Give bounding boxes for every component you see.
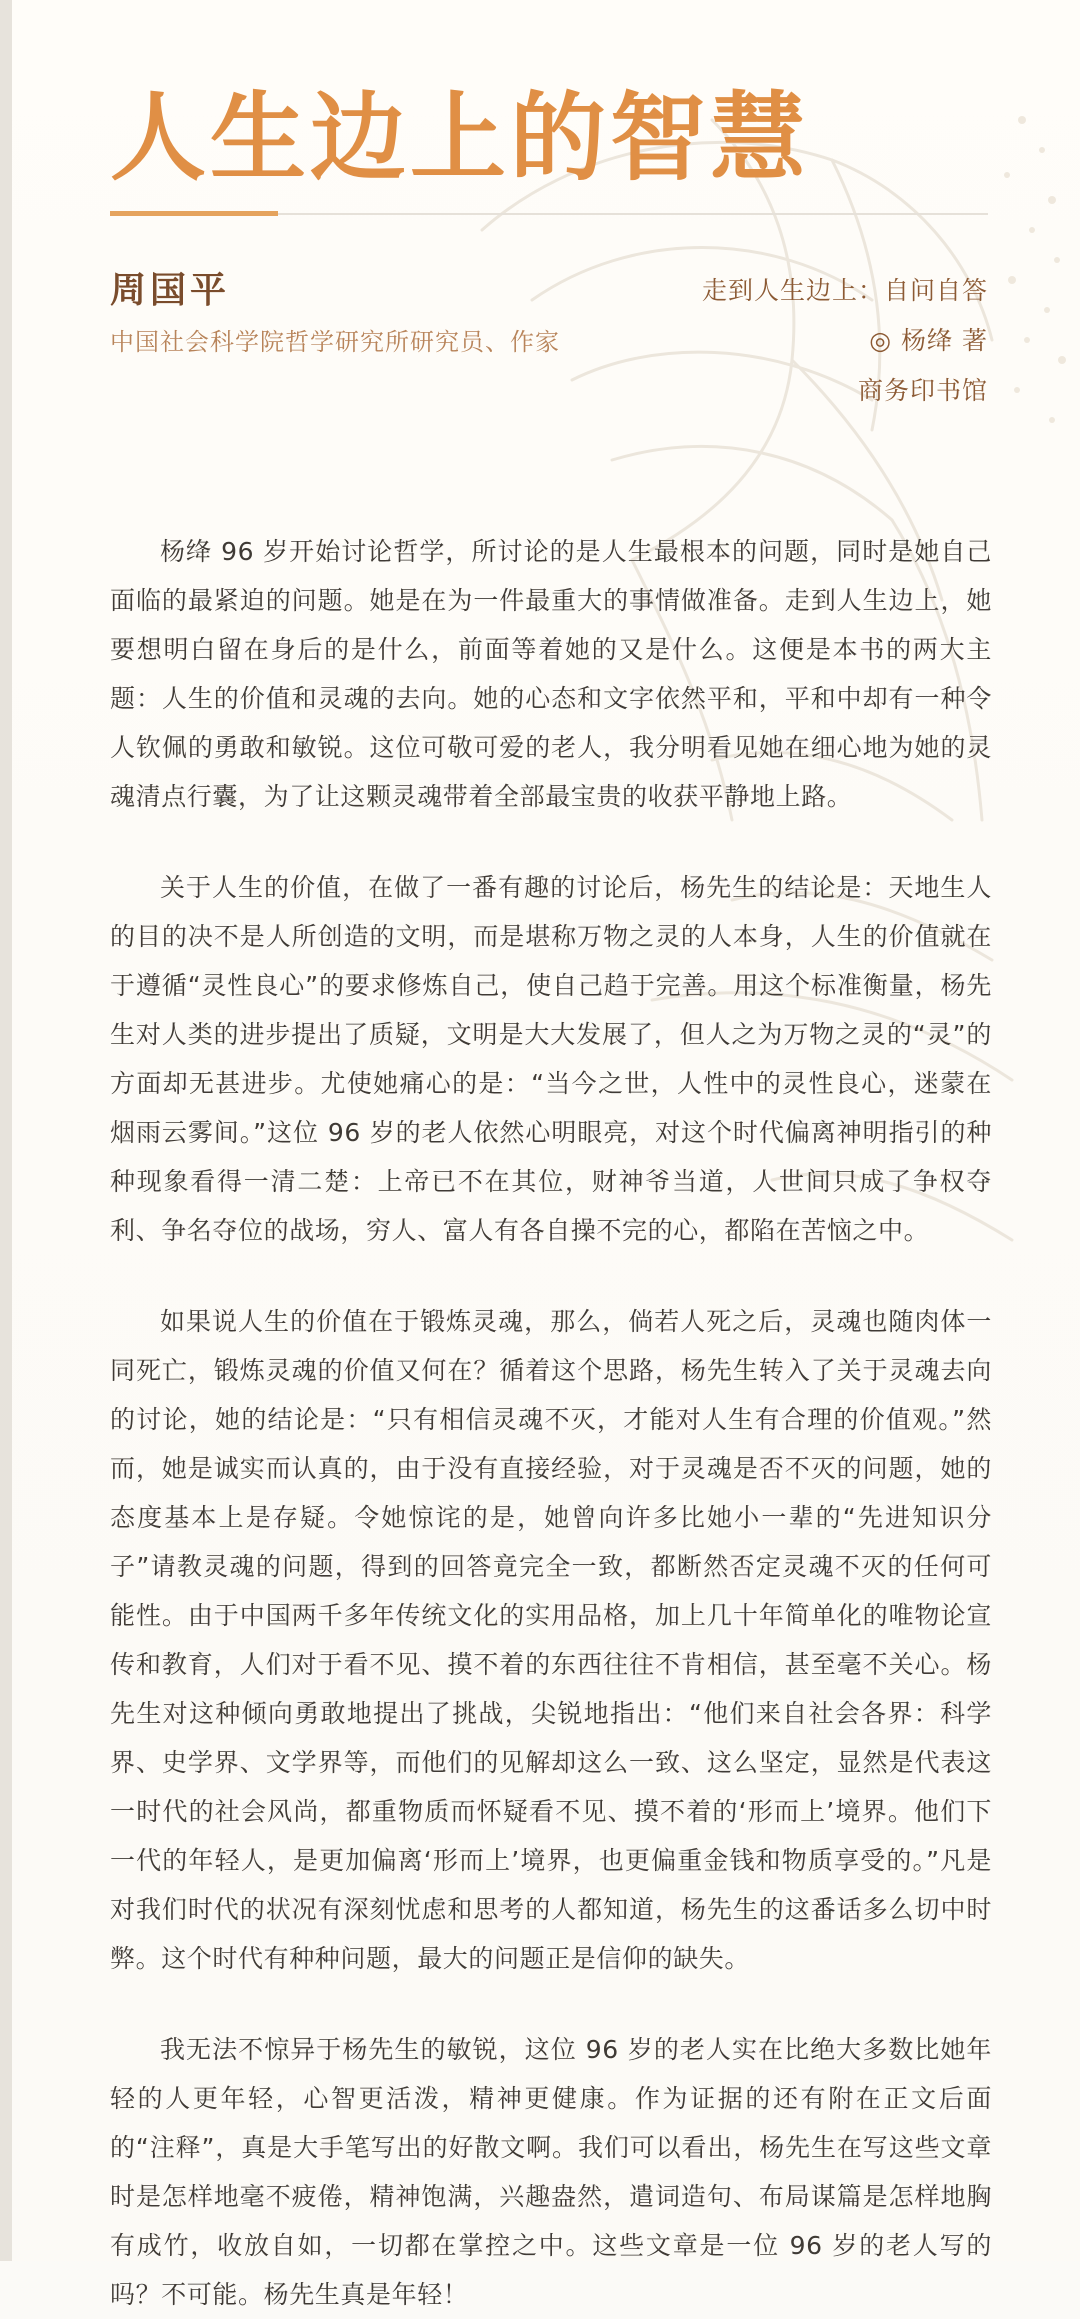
- article-body: [110, 527, 992, 2319]
- article-page: [12, 0, 1080, 2309]
- author-name: 周国平: [110, 269, 231, 311]
- page-edge: [0, 0, 12, 2261]
- author-affiliation: 中国社会科学院哲学研究所研究员、作家: [110, 328, 560, 356]
- paragraph: 关于人生的价值，在做了一番有趣的讨论后，杨先生的结论是：天地生人的目的决不是人所创造的文明，而是堪称万物之灵的人本身，人生的价值就在于遵循“灵性良心”的要求修炼自己，使自己趋于完善。用这个标准衡量，杨先生对人类的进步提出了质疑，文明是大大发展了，但人之为万物之灵的“灵”的方面却无甚进步。尤使她痛心的是：“当今之世，人性中的灵性良心，迷蒙在烟雨云雾间。”这位 96 岁的老人依然心明眼亮，对这个时代偏离神明指引的种种现象看得一清二楚：上帝已不在其位，财神爷当道，人世间只成了争权夺利、争名夺位的战场，穷人、富人有各自操不完的心，都陷在苦恼之中。: [110, 873, 992, 1245]
- article-title: 人生边上的智慧: [110, 81, 810, 194]
- book-info: [702, 266, 988, 416]
- paragraph: 我无法不惊异于杨先生的敏锐，这位 96 岁的老人实在比绝大多数比她年轻的人更年轻，心智更活泼，精神更健康。作为证据的还有附在正文后面的“注释”，真是大手笔写出的好散文啊。我们可以看出，杨先生在写这些文章时是怎样地毫不疲倦，精神饱满，兴趣盎然，遣词造句、布局谋篇是怎样地胸有成竹，收放自如，一切都在掌控之中。这些文章是一位 96 岁的老人写的吗？不可能。杨先生真是年轻！: [110, 2035, 992, 2309]
- book-title: 走到人生边上：自问自答: [701, 276, 988, 305]
- paragraph: 如果说人生的价值在于锻炼灵魂，那么，倘若人死之后，灵魂也随肉体一同死亡，锻炼灵魂的价值又何在？循着这个思路，杨先生转入了关于灵魂去向的讨论，她的结论是：“只有相信灵魂不灭，才能对人生有合理的价值观。”然而，她是诚实而认真的，由于没有直接经验，对于灵魂是否不灭的问题，她的态度基本上是存疑。令她惊诧的是，她曾向许多比她小一辈的“先进知识分子”请教灵魂的问题，得到的回答竟完全一致，都断然否定灵魂不灭的任何可能性。由于中国两千多年传统文化的实用品格，加上几十年简单化的唯物论宣传和教育，人们对于看不见、摸不着的东西往往不肯相信，甚至毫不关心。杨先生对这种倾向勇敢地提出了挑战，尖锐地指出：“他们来自社会各界：科学界、史学界、文学界等，而他们的见解却这么一致、这么坚定，显然是代表这一时代的社会风尚，都重物质而怀疑看不见、摸不着的‘形而上’境界。他们下一代的年轻人，是更加偏离‘形而上’境界，也更偏重金钱和物质享受的。”凡是对我们时代的状况有深刻忧虑和思考的人都知道，杨先生的这番话多么切中时弊。这个时代有种种问题，最大的问题正是信仰的缺失。: [110, 1307, 992, 1973]
- paragraph: 杨绛 96 岁开始讨论哲学，所讨论的是人生最根本的问题，同时是她自己面临的最紧迫的问题。她是在为一件最重大的事情做准备。走到人生边上，她要想明白留在身后的是什么，前面等着她的又是什么。这便是本书的两大主题：人生的价值和灵魂的去向。她的心态和文字依然平和，平和中却有一种令人钦佩的勇敢和敏锐。这位可敬可爱的老人，我分明看见她在细心地为她的灵魂清点行囊，为了让这颗灵魂带着全部最宝贵的收获平静地上路。: [110, 537, 992, 811]
- book-author: ◎ 杨绛 著: [869, 326, 988, 355]
- title-divider-accent: [110, 211, 278, 216]
- book-publisher: 商务印书馆: [857, 376, 988, 405]
